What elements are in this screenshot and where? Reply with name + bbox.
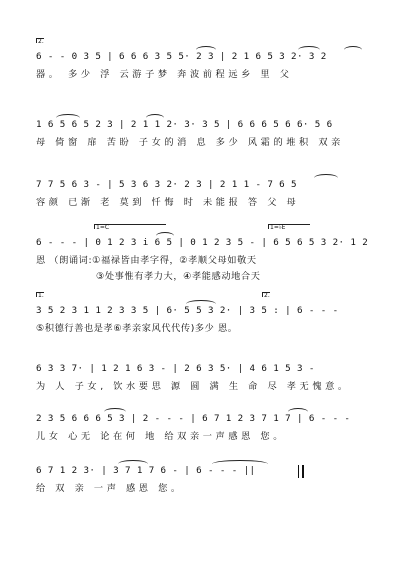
slur xyxy=(298,46,320,54)
score-system-1 xyxy=(36,38,366,82)
slur xyxy=(156,232,174,240)
score-system-2 xyxy=(36,118,366,150)
score-system-7 xyxy=(36,412,366,444)
score-system-3 xyxy=(36,178,366,210)
repeat-bracket: 2. xyxy=(264,292,270,299)
slur xyxy=(196,46,216,54)
slur xyxy=(288,408,308,416)
key-change-mark: 1=C xyxy=(94,224,166,229)
key-change-mark: 1=♭E xyxy=(268,224,310,229)
score-system-5 xyxy=(36,292,366,336)
lyrics-line: 恩 （朗诵词:①福禄皆由孝字得，②孝顺父母如敬天 xyxy=(36,255,257,266)
score-system-4 xyxy=(36,224,369,284)
final-barline xyxy=(298,465,304,478)
slur xyxy=(104,408,126,416)
lyrics-line: 给 双 亲 一声 感恩 您。 xyxy=(36,483,184,494)
lyrics-line: 容颜 已渐 老 莫到 忏悔 时 未能报 答 父 母 xyxy=(36,197,300,208)
lyrics-line: ⑤积德行善也是孝⑥孝亲家风代代传)多少 恩。 xyxy=(36,323,238,334)
slur xyxy=(186,300,216,308)
lyrics-line: 母 倚窗 扉 苦盼 子女的消 息 多少 风霜的堆积 双亲 xyxy=(36,137,344,148)
slur xyxy=(344,46,362,54)
notation-line: 6 7 1 2 3· | 3 7 1 7 6 - | 6 - - - || xyxy=(36,465,256,476)
slur xyxy=(146,114,164,122)
lyrics-line: 儿女 心无 论在何 地 给双亲一声感恩 您。 xyxy=(36,431,286,442)
notation-line: 7 7 5 6 3 - | 5 3 6 3 2· 2 3 | 2 1 1 - 7 6 5 xyxy=(36,179,297,190)
notation-line: 6 3 3 7· | 1 2 1 6 3 - | 2 6 3 5· | 4 6 1 5 3 - xyxy=(36,363,315,374)
slur xyxy=(314,174,338,182)
slur xyxy=(56,114,80,122)
score-system-6 xyxy=(36,362,366,394)
notation-line: 2 3 5 6 6 6 5 3 | 2 - - - | 6 7 1 2 3 7 1 7 | 6 - - - xyxy=(36,413,351,424)
repeat-bracket: 2. xyxy=(38,38,44,45)
repeat-bracket: 1. xyxy=(38,292,44,299)
lyrics-line: 器。 多少 浮 云游子梦 奔波前程远乡 里 父 xyxy=(36,69,293,80)
slur xyxy=(118,460,148,468)
lyrics-line-2: ③处事惟有孝力大，④孝能感动地合天 xyxy=(96,271,261,282)
notation-line: 1 6 5 6 5 2 3 | 2 1 1 2· 3· 3 5 | 6 6 6 5 6 6· 5 6 xyxy=(36,119,333,130)
notation-line: 6 - - - | 0 1 2 3 i 6 5 | 0 1 2 3 5 - | 6 5 6 5 3 2· 1 2 xyxy=(36,237,369,248)
slur xyxy=(212,460,268,468)
score-system-8 xyxy=(36,464,366,496)
lyrics-line: 为 人 子女, 饮水要思 源 圆 满 生 命 尽 孝无愧意。 xyxy=(36,381,351,392)
notation-line: 3 5 2 3 1 1 2 3 3 5 | 6· 5 5 3 2· | 3 5 : | 6 - - - xyxy=(36,305,339,316)
notation-line: 6 - - 0 3 5 | 6 6 6 3 5 5· 2 3 | 2 1 6 5 3 2· 3 2 xyxy=(36,51,327,62)
